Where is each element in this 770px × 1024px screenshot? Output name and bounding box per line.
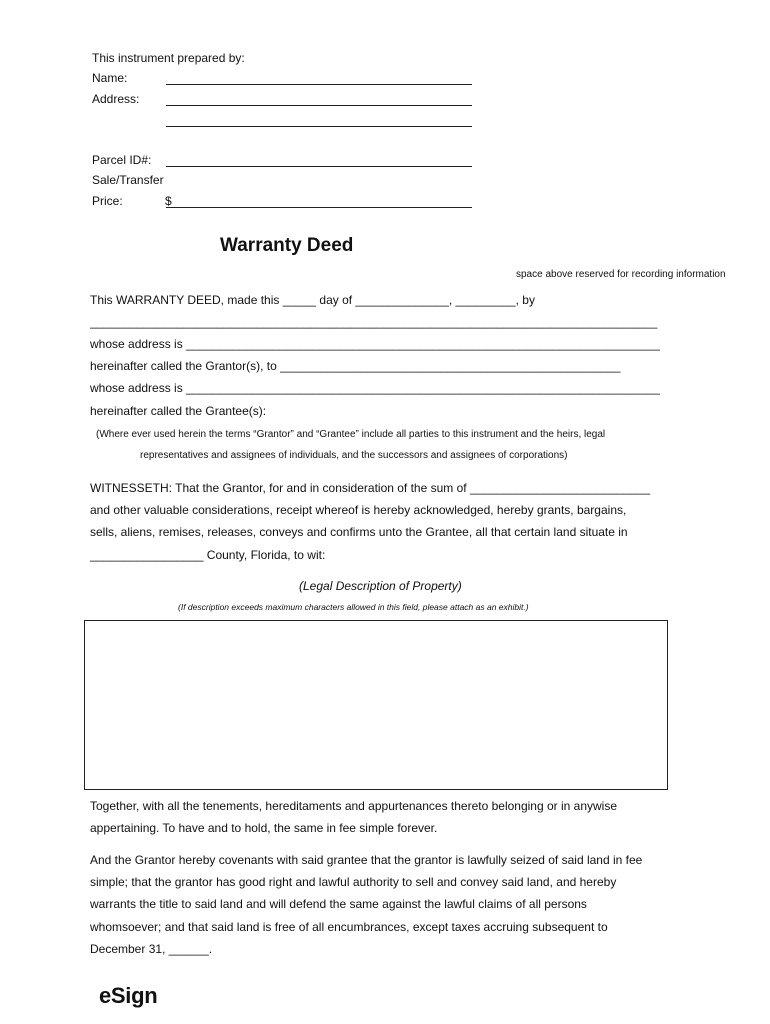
together-line-2: appertaining. To have and to hold, the same in fee simple forever. (90, 821, 438, 835)
deed-intro-line: This WARRANTY DEED, made this _____ day of ______________, _________, by (90, 293, 535, 307)
address-field-line-2[interactable] (166, 126, 472, 127)
terms-note-line-2: representatives and assignees of individuals, and the successors and assignees of corporations) (140, 450, 568, 461)
parcel-id-label: Parcel ID#: (92, 153, 152, 167)
name-field-line[interactable] (166, 84, 472, 85)
grantee-name-line: hereinafter called the Grantor(s), to ___________________________________________________ (90, 359, 621, 373)
covenant-line-2: simple; that the grantor has good right and lawful authority to sell and convey said land, and hereby (90, 875, 617, 889)
covenant-line-4: whomsoever; and that said land is free of all encumbrances, except taxes accruing subsequent to (90, 920, 608, 934)
prepared-by-heading: This instrument prepared by: (92, 51, 245, 65)
esign-logo: eSign (99, 983, 158, 1008)
name-label: Name: (92, 71, 128, 85)
terms-note-line-1: (Where ever used herein the terms “Grantor” and “Grantee” include all parties to this instrument and the heirs, legal (96, 429, 606, 440)
witnesseth-line-1: WITNESSETH: That the Grantor, for and in consideration of the sum of ___________________________ (90, 481, 651, 495)
price-field-line[interactable] (166, 207, 472, 208)
covenant-line-1: And the Grantor hereby covenants with said grantee that the grantor is lawfully seized of said land in fee (90, 853, 643, 867)
parcel-id-field-line[interactable] (166, 166, 472, 167)
grantee-address-line: whose address is _______________________________________________________________________ (90, 381, 660, 395)
witnesseth-line-3: sells, aliens, remises, releases, conveys and confirms unto the Grantee, all that certain land situate in (90, 525, 628, 539)
dollar-sign: $ (165, 194, 172, 208)
witnesseth-line-4: _________________ County, Florida, to wit: (90, 548, 326, 562)
grantee-label-line: hereinafter called the Grantee(s): (90, 404, 267, 418)
price-label: Price: (92, 194, 123, 208)
grantor-address-line: whose address is _______________________________________________________________________ (90, 337, 660, 351)
grantor-name-line: _____________________________________________________________________________________ (90, 315, 658, 329)
recording-note: space above reserved for recording information (516, 269, 726, 280)
covenant-line-3: warrants the title to said land and will defend the same against the lawful claims of all persons (90, 897, 587, 911)
document-title: Warranty Deed (220, 235, 354, 256)
address-label: Address: (92, 92, 140, 106)
witnesseth-line-2: and other valuable considerations, receipt whereof is hereby acknowledged, hereby grants, bargains, (90, 503, 627, 517)
sale-transfer-label: Sale/Transfer (92, 173, 164, 187)
legal-description-box[interactable] (84, 620, 668, 790)
legal-description-heading: (Legal Description of Property) (299, 579, 462, 593)
covenant-line-5: December 31, ______. (90, 942, 213, 956)
together-line-1: Together, with all the tenements, hereditaments and appurtenances thereto belonging or in anywise (90, 799, 618, 813)
legal-description-note: (If description exceeds maximum characters allowed in this field, please attach as an exhibit.) (178, 602, 529, 612)
address-field-line-1[interactable] (166, 105, 472, 106)
